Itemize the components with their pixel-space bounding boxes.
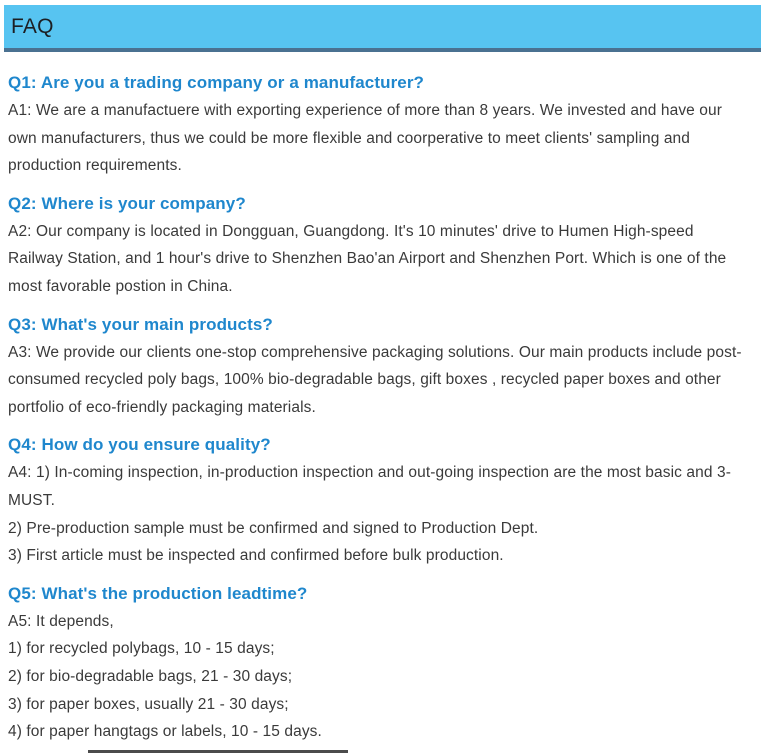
- answer-paragraph: 2) Pre-production sample must be confirmed and signed to Production Dept.: [8, 519, 539, 537]
- faq-content: [0, 52, 765, 746]
- answer-paragraph: 4) for paper hangtags or labels, 10 - 15 days.: [8, 723, 322, 741]
- answer-paragraph: A4: 1) In-coming inspection, in-production inspection and out-going inspection are the most basic and 3-MUST.: [8, 464, 731, 509]
- page-title: FAQ: [11, 14, 54, 38]
- faq-banner: [4, 5, 761, 52]
- answer-paragraph: 1) for recycled polybags, 10 - 15 days;: [8, 640, 275, 658]
- answer-block: [8, 459, 747, 569]
- faq-item-q3: [8, 316, 747, 422]
- answer-block: [8, 218, 747, 301]
- question-heading: Q2: Where is your company?: [8, 193, 246, 213]
- answer-paragraph: 2) for bio-degradable bags, 21 - 30 days;: [8, 667, 293, 685]
- faq-item-q5: [8, 585, 747, 746]
- question-heading: Q5: What's the production leadtime?: [8, 583, 308, 603]
- answer-paragraph: 3) for paper boxes, usually 21 - 30 days;: [8, 695, 289, 713]
- question-heading: Q4: How do you ensure quality?: [8, 435, 271, 455]
- answer-paragraph: A2: Our company is located in Dongguan, Guangdong. It's 10 minutes' drive to Humen High-speed Railway Station, and 1 hour's drive to Shenzhen Bao'an Airport and Shenzhen Port. Which is one of the most favorable postion in China.: [8, 222, 727, 295]
- answer-paragraph: A1: We are a manufactuere with exporting experience of more than 8 years. We invested and have our own manufacturers, thus we could be more flexible and coorperative to meet clients' sampling and production requirements.: [8, 102, 723, 175]
- question-heading: Q3: What's your main products?: [8, 314, 273, 334]
- answer-block: [8, 608, 747, 746]
- question-heading: Q1: Are you a trading company or a manufacturer?: [8, 73, 425, 92]
- answer-block: [8, 97, 747, 180]
- faq-item-q4: [8, 436, 747, 569]
- faq-item-q1: [8, 74, 747, 180]
- answer-paragraph: A5: It depends,: [8, 612, 114, 630]
- answer-paragraph: A3: We provide our clients one-stop comprehensive packaging solutions. Our main products include post-consumed recycled poly bags, 100% bio-degradable bags, gift boxes , recycled paper boxes and other portfolio of eco-friendly packaging materials.: [8, 343, 742, 416]
- answer-block: [8, 339, 747, 422]
- answer-paragraph: 3) First article must be inspected and confirmed before bulk production.: [8, 547, 504, 565]
- faq-item-q2: [8, 195, 747, 301]
